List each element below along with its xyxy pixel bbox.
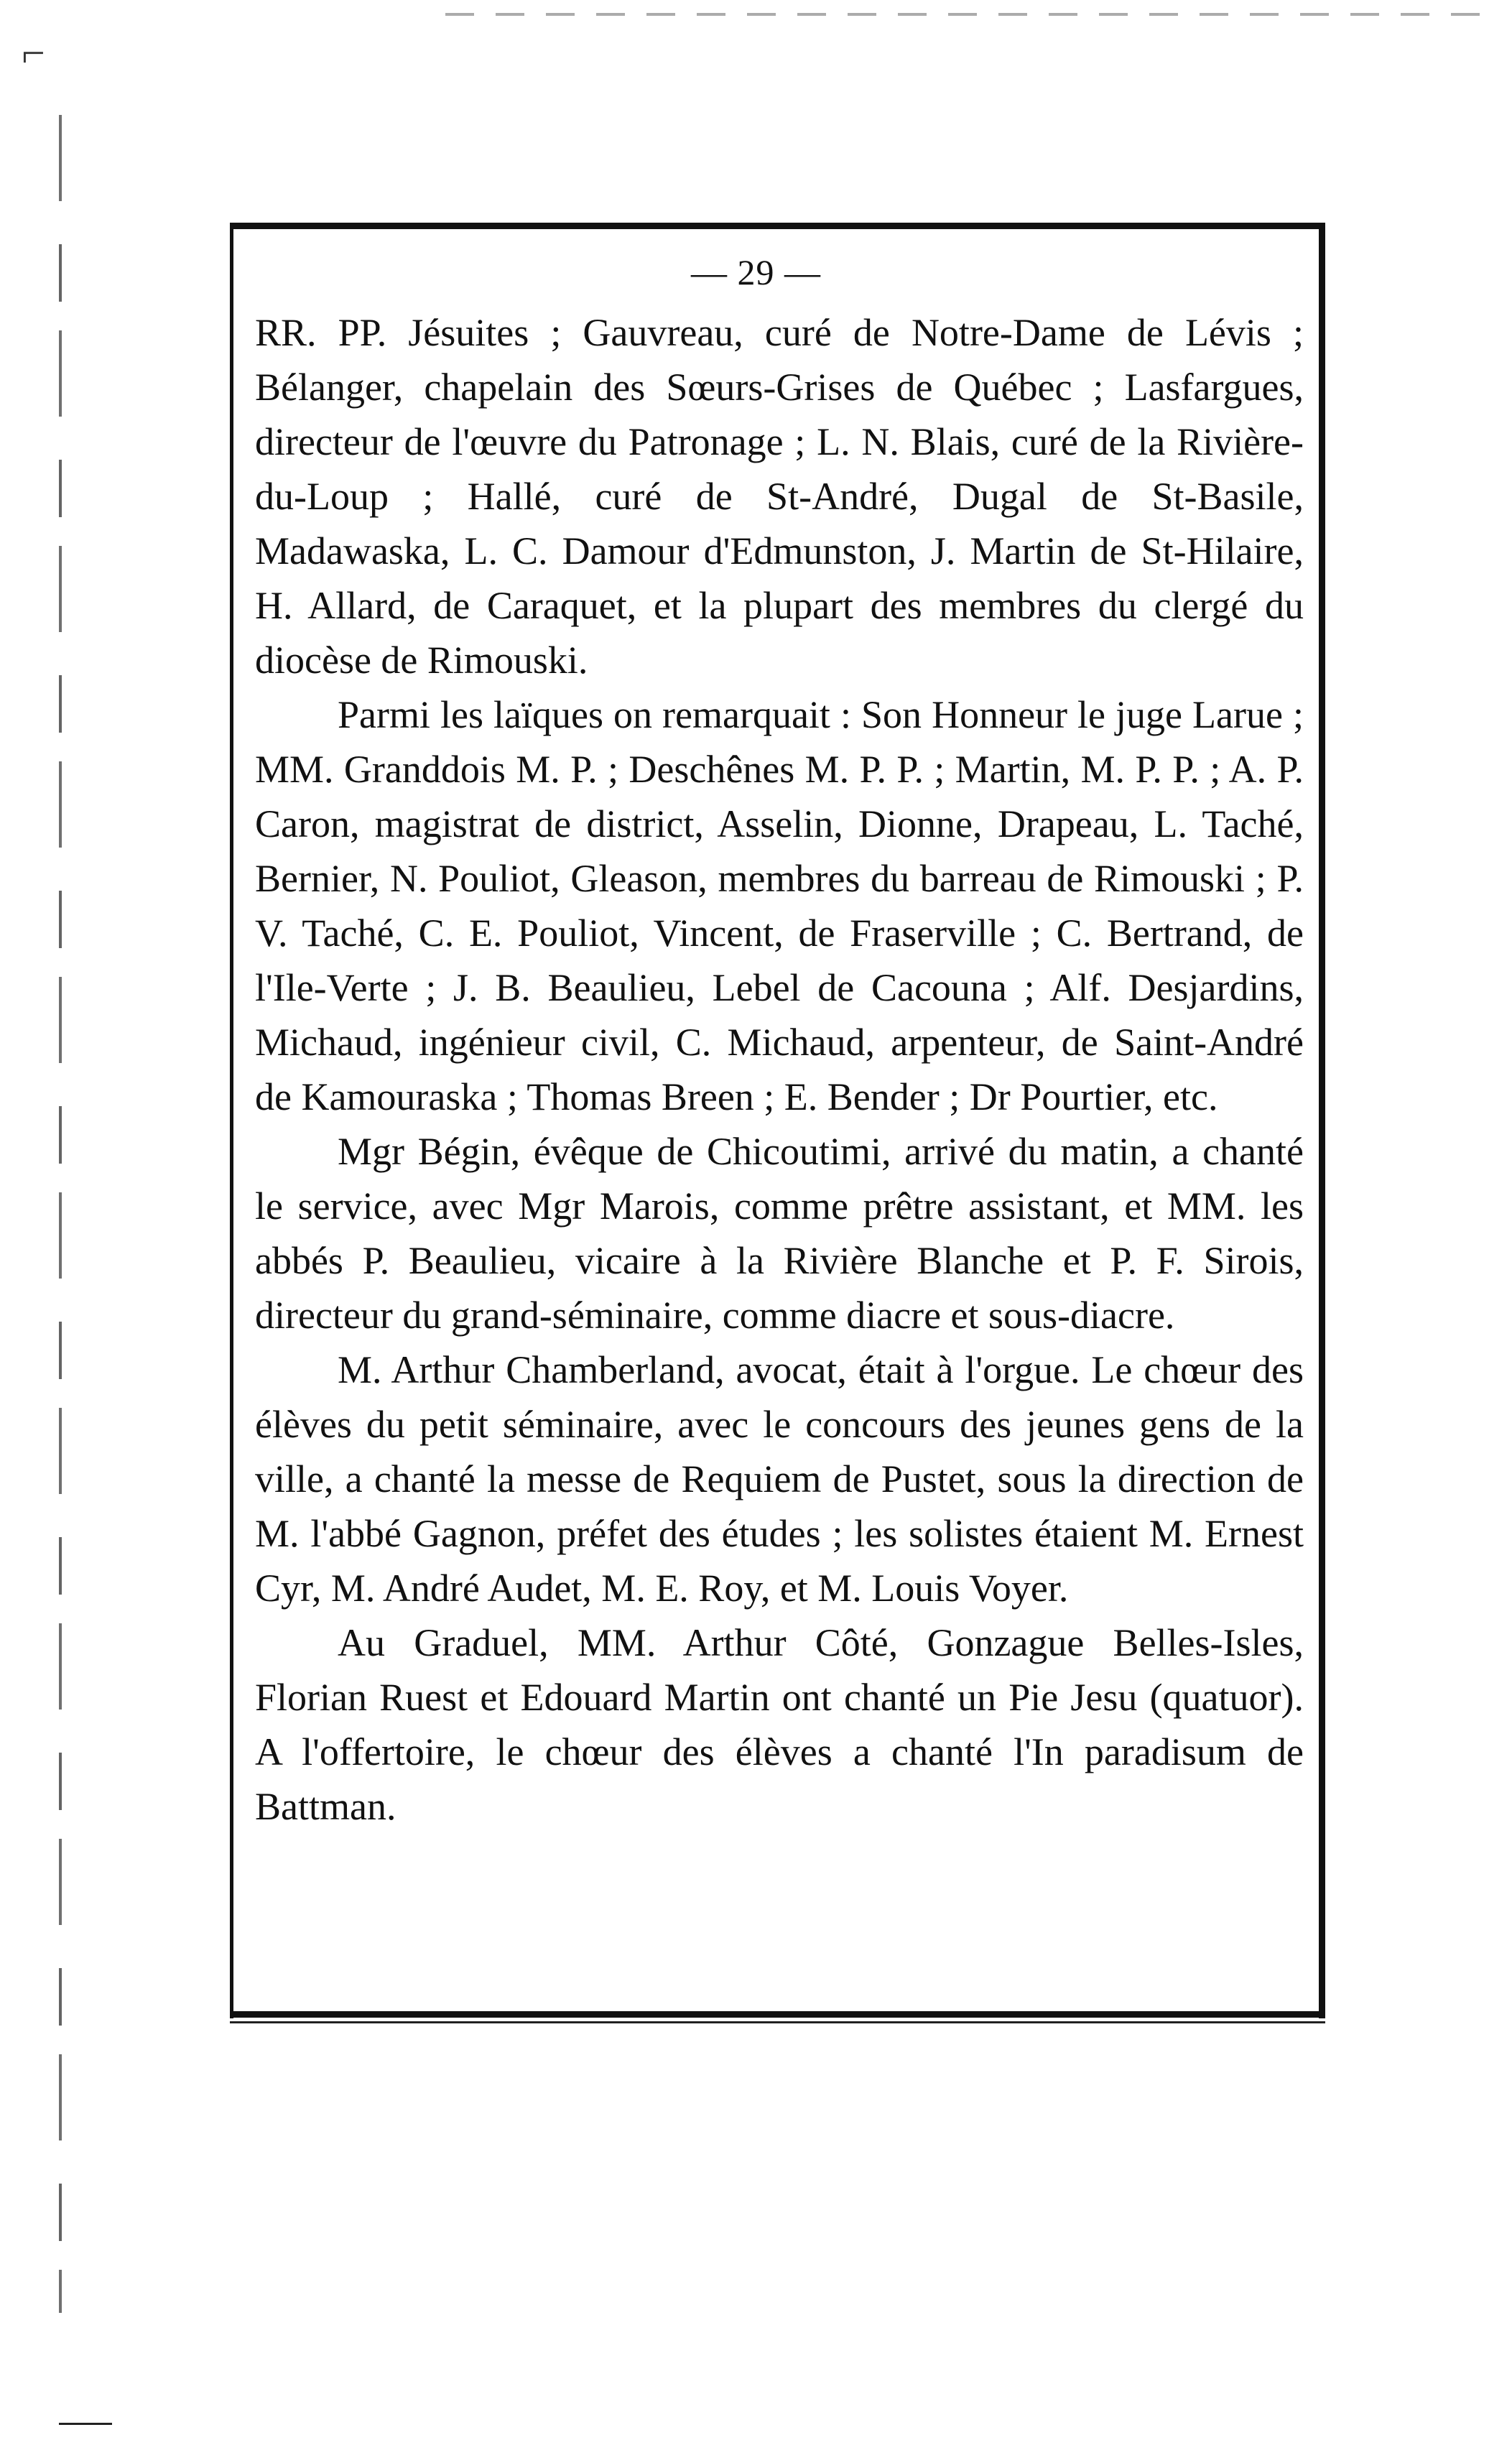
scan-corner-mark: ⌐: [22, 29, 45, 76]
scan-edge-bottom: [59, 2423, 112, 2425]
paragraph-4: M. Arthur Chamberland, avocat, était à l'orgue. Le chœur des élèves du petit séminaire, avec le concours des jeunes gens de la ville, a chanté la messe de Requiem de Pustet, sous la direction de M. l'abbé Gagnon, préfet des études ; les solistes étaient M. Ernest Cyr, M. André Audet, M. E. Roy, et M. Louis Voyer.: [255, 1348, 1304, 1610]
page-frame-bottom-rule-thin: [230, 2021, 1325, 2023]
paragraph-1: RR. PP. Jésuites ; Gauvreau, curé de Notre-Dame de Lévis ; Bélanger, chapelain des Sœurs-Grises de Québec ; Lasfargues, directeur de l'œuvre du Patronage ; L. N. Blais, curé de la Rivière-du-Loup ; Hallé, curé de St-André, Dugal de St-Basile, Madawaska, L. C. Damour d'Edmunston, J. Martin de St-Hilaire, H. Allard, de Caraquet, et la plupart des membres du clergé du diocèse de Rimouski.: [255, 311, 1304, 682]
paragraph-3: Mgr Bégin, évêque de Chicoutimi, arrivé du matin, a chanté le service, avec Mgr Marois, comme prêtre assistant, et MM. les abbés P. Beaulieu, vicaire à la Rivière Blanche et P. F. Sirois, directeur du grand-séminaire, comme diacre et sous-diacre.: [255, 1130, 1304, 1337]
scan-edge-left: [59, 115, 62, 2313]
body-text: [255, 305, 1304, 1834]
page-frame-bottom-rule: [230, 2011, 1325, 2018]
paragraph-2: Parmi les laïques on remarquait : Son Honneur le juge Larue ; MM. Granddois M. P. ; Deschênes M. P. P. ; Martin, M. P. P. ; A. P. Caron, magistrat de district, Asselin, Dionne, Drapeau, L. Taché, Bernier, N. Pouliot, Gleason, membres du barreau de Rimouski ; P. V. Taché, C. E. Pouliot, Vincent, de Fraserville ; C. Bertrand, de l'Ile-Verte ; J. B. Beaulieu, Lebel de Cacouna ; Alf. Desjardins, Michaud, ingénieur civil, C. Michaud, arpenteur, de Saint-André de Kamouraska ; Thomas Breen ; E. Bender ; Dr Pourtier, etc.: [255, 693, 1304, 1118]
paragraph-5: Au Graduel, MM. Arthur Côté, Gonzague Belles-Isles, Florian Ruest et Edouard Martin ont chanté un Pie Jesu (quatuor). A l'offertoire, le chœur des élèves a chanté l'In paradisum de Battman.: [255, 1621, 1304, 1828]
scan-edge-top: [445, 13, 1494, 16]
page-number: — 29 —: [691, 252, 821, 292]
